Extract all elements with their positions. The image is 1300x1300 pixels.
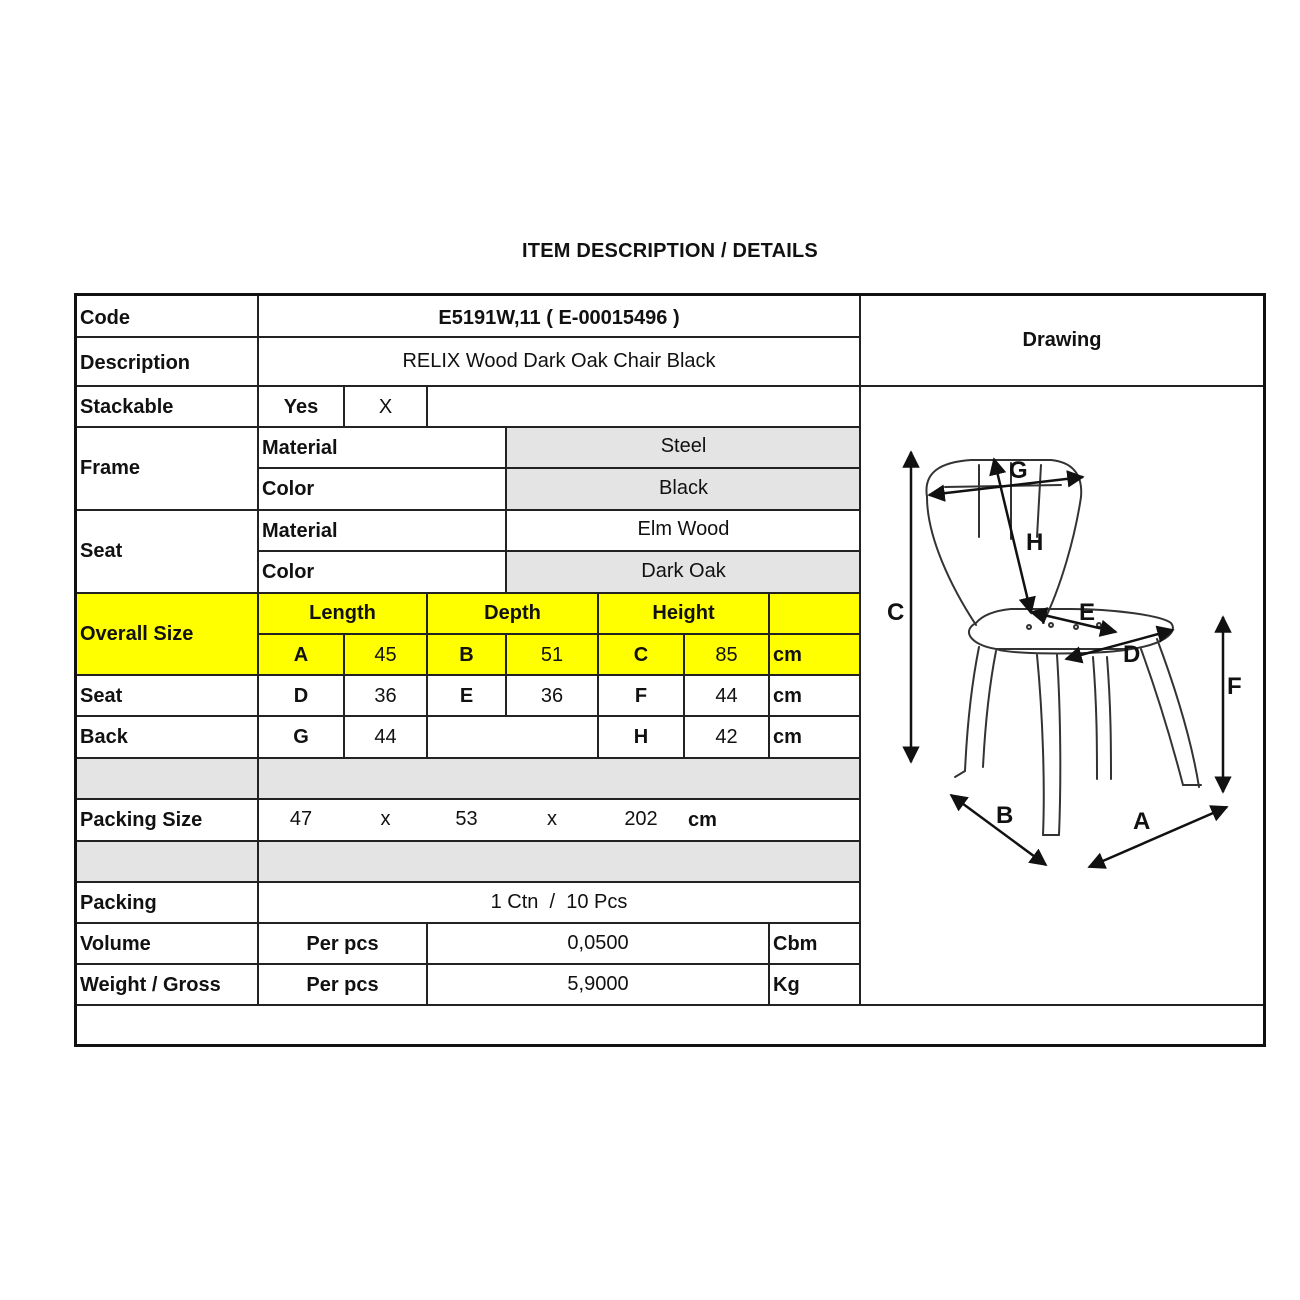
overall-c-value: 85 [715, 643, 738, 666]
frame-material-value: Steel [660, 434, 707, 457]
seat-f-letter: F [634, 684, 648, 707]
depth-header: Depth [484, 601, 541, 624]
description-value: RELIX Wood Dark Oak Chair Black [402, 349, 716, 372]
seat-color-value: Dark Oak [641, 559, 726, 582]
spec-table [74, 293, 1266, 1047]
dim-label-d: D [1123, 641, 1141, 668]
seat-spec-label: Seat [80, 540, 123, 562]
overall-unit: cm [773, 643, 802, 666]
packing-size-x2: x [547, 807, 557, 830]
dim-label-b: B [996, 802, 1014, 829]
description-label: Description [80, 351, 191, 374]
volume-unit: Cbm [773, 932, 818, 955]
frame-label: Frame [80, 457, 141, 479]
seat-d-value: 36 [374, 684, 397, 707]
frame-color-value: Black [659, 476, 708, 499]
back-h-value: 42 [715, 725, 738, 748]
weight-unit: Kg [773, 973, 800, 996]
seat-unit: cm [773, 684, 802, 707]
frame-material-label: Material [262, 436, 338, 459]
dim-label-c: C [887, 599, 905, 626]
chair-drawing [861, 387, 1263, 1004]
overall-c-letter: C [633, 643, 649, 666]
chair-outline [926, 460, 1201, 835]
back-g-letter: G [293, 725, 309, 748]
stackable-label: Stackable [80, 395, 174, 418]
stackable-mark: X [378, 395, 393, 418]
packing-label: Packing [80, 891, 157, 914]
packing-size-unit: cm [688, 808, 717, 831]
back-h-letter: H [633, 725, 649, 748]
overall-b-letter: B [459, 643, 474, 666]
volume-per: Per pcs [306, 932, 379, 955]
dim-label-f: F [1227, 673, 1242, 700]
frame-color-label: Color [262, 477, 315, 500]
weight-label: Weight / Gross [80, 973, 221, 996]
dimension-arrows [911, 452, 1227, 867]
packing-value: 1 Ctn / 10 Pcs [490, 890, 628, 913]
length-header: Length [309, 601, 376, 624]
weight-per: Per pcs [306, 973, 379, 996]
dim-label-g: G [1009, 457, 1028, 484]
dim-label-h: H [1026, 529, 1044, 556]
back-dims-label: Back [80, 725, 128, 748]
packing-size-x1: x [380, 807, 391, 830]
spacer-row-1-left [77, 758, 258, 798]
height-header: Height [652, 601, 715, 624]
seat-dims-label: Seat [80, 684, 123, 707]
overall-a-letter: A [293, 643, 309, 666]
overall-b-value: 51 [540, 643, 564, 666]
seat-material-value: Elm Wood [637, 517, 730, 540]
back-unit: cm [773, 725, 802, 748]
packing-size-v2: 53 [455, 807, 478, 830]
volume-value: 0,0500 [567, 931, 629, 954]
weight-value: 5,9000 [567, 972, 629, 995]
stackable-yes: Yes [283, 395, 319, 418]
page-title: ITEM DESCRIPTION / DETAILS [522, 240, 818, 262]
spacer-row-1 [258, 758, 860, 798]
drawing-label: Drawing [1022, 329, 1102, 351]
seat-f-value: 44 [715, 684, 738, 707]
dim-label-a: A [1133, 808, 1151, 835]
spacer-row-2 [258, 841, 860, 881]
overall-size-label: Overall Size [80, 622, 194, 645]
spacer-row-2-left [77, 841, 258, 881]
overall-a-value: 45 [374, 643, 397, 666]
packing-size-v1: 47 [289, 807, 313, 830]
code-label: Code [80, 306, 130, 329]
code-value: E5191W,11 ( E-00015496 ) [438, 306, 680, 329]
volume-label: Volume [80, 932, 151, 955]
seat-e-value: 36 [540, 684, 564, 707]
seat-d-letter: D [293, 684, 309, 707]
back-g-value: 44 [374, 725, 397, 748]
dim-label-e: E [1079, 599, 1096, 626]
seat-color-label: Color [262, 560, 315, 583]
packing-size-v3: 202 [624, 807, 658, 830]
packing-size-label: Packing Size [80, 808, 203, 831]
seat-e-letter: E [459, 684, 474, 707]
seat-material-label: Material [262, 519, 338, 542]
